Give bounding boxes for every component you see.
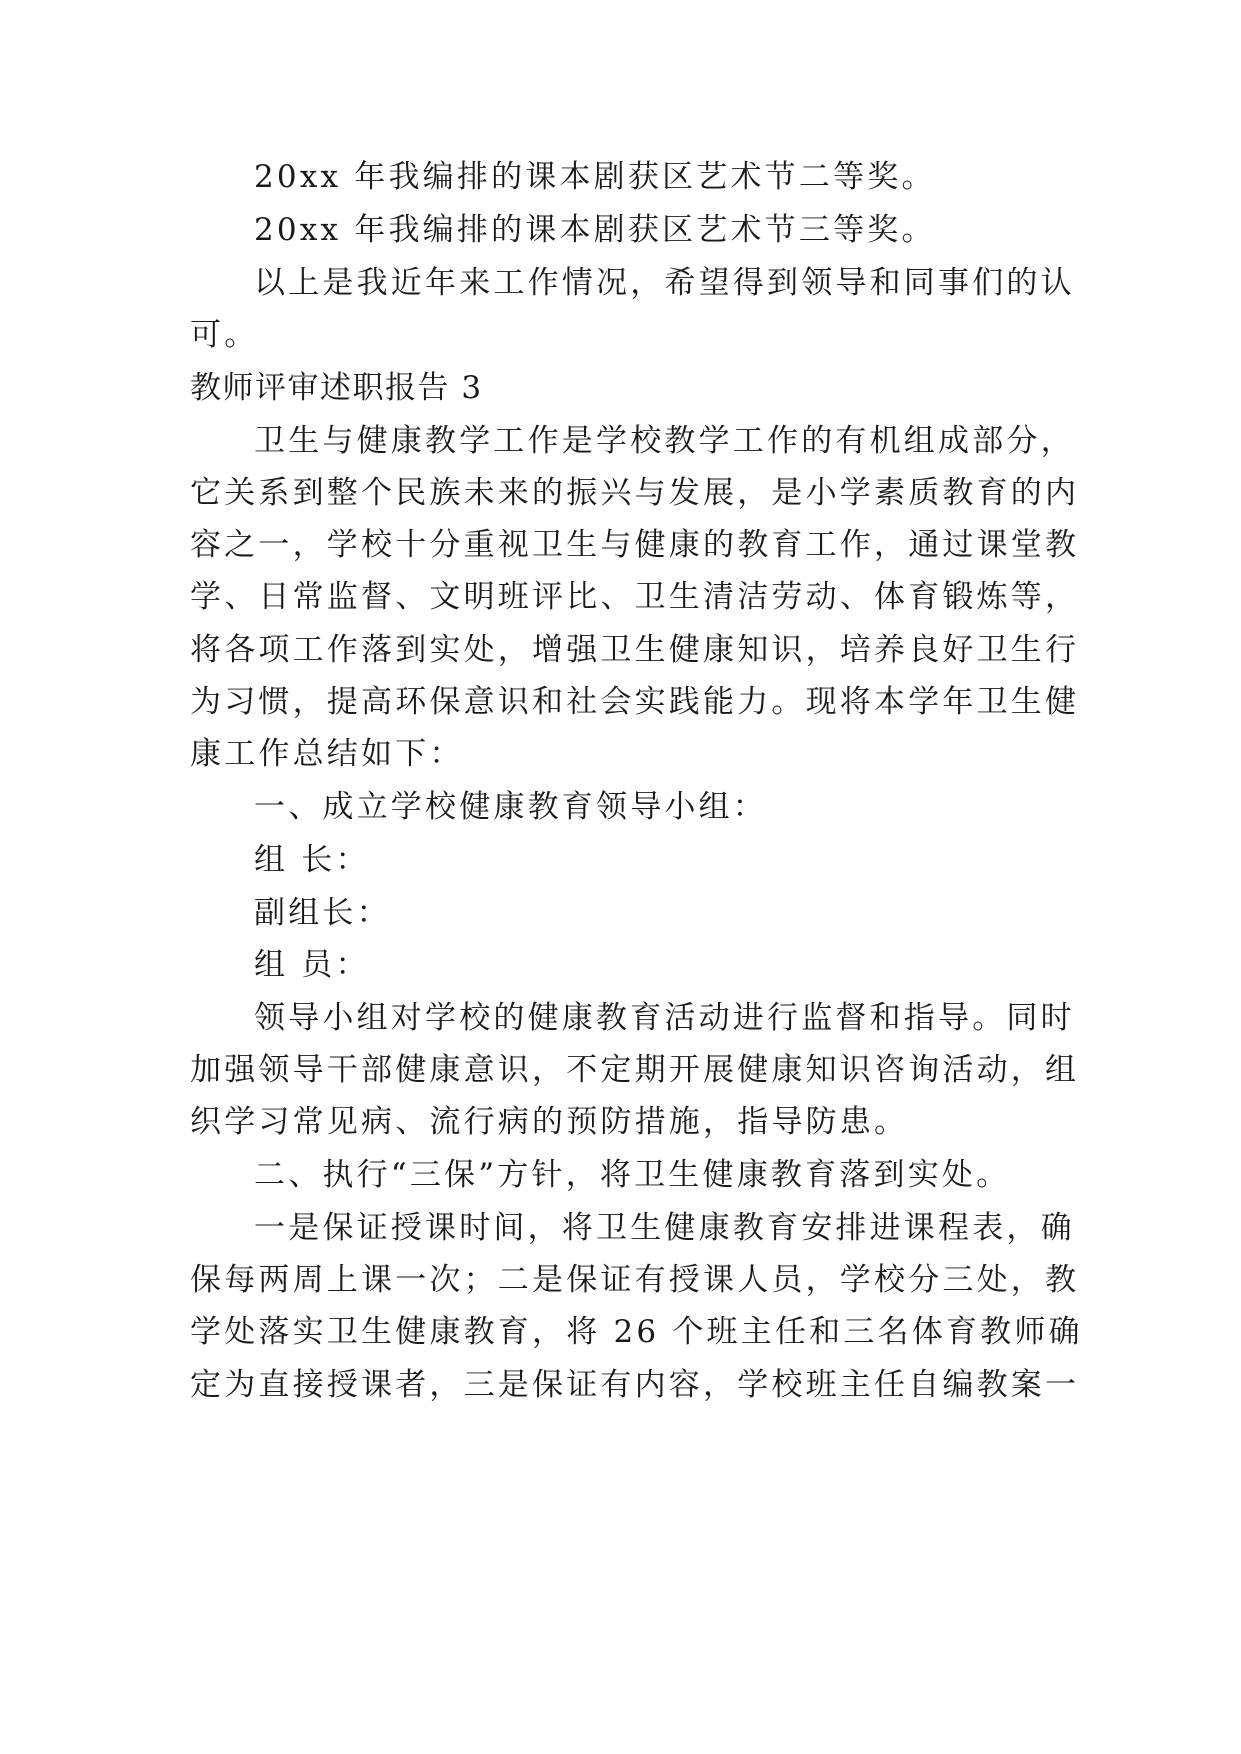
intro-line-2: 它关系到整个民族未来的振兴与发展，是小学素质教育的内 [190,475,1080,511]
vice-leader-label: 副组长： [254,895,391,931]
closing-line-2: 可。 [190,317,259,353]
intro-line-6: 为习惯，提高环保意识和社会实践能力。现将本学年卫生健 [190,684,1080,720]
section-title: 教师评审述职报告 3 [190,370,483,406]
group-duty-line-1: 领导小组对学校的健康教育活动进行监督和指导。同时 [254,1000,1075,1036]
intro-line-1: 卫生与健康教学工作是学校教学工作的有机组成部分， [254,423,1075,459]
sanbao-line-2: 保每两周上课一次；二是保证有授课人员，学校分三处，教 [190,1262,1080,1298]
item-1-heading: 一、成立学校健康教育领导小组： [254,789,767,825]
intro-line-3: 容之一，学校十分重视卫生与健康的教育工作，通过课堂教 [190,527,1080,563]
group-duty-line-2: 加强领导干部健康意识，不定期开展健康知识咨询活动，组 [190,1052,1080,1088]
award-third-prize: 20xx 年我编排的课本剧获区艺术节三等奖。 [254,212,936,248]
intro-line-7: 康工作总结如下： [190,736,464,772]
intro-line-5: 将各项工作落到实处，增强卫生健康知识，培养良好卫生行 [190,632,1080,668]
group-members-label: 组 员： [254,947,370,983]
closing-line-1: 以上是我近年来工作情况，希望得到领导和同事们的认 [254,265,1075,301]
sanbao-line-4: 定为直接授课者，三是保证有内容，学校班主任自编教案一 [190,1367,1080,1403]
group-duty-line-3: 织学习常见病、流行病的预防措施，指导防患。 [190,1104,909,1140]
award-second-prize: 20xx 年我编排的课本剧获区艺术节二等奖。 [254,159,936,195]
item-2-heading: 二、执行“三保”方针，将卫生健康教育落到实处。 [254,1157,1011,1193]
group-leader-label: 组 长： [254,842,370,878]
sanbao-line-1: 一是保证授课时间，将卫生健康教育安排进课程表，确 [254,1210,1075,1246]
sanbao-line-3: 学处落实卫生健康教育，将 26 个班主任和三名体育教师确 [190,1314,1083,1350]
intro-line-4: 学、日常监督、文明班评比、卫生清洁劳动、体育锻炼等， [190,579,1080,615]
